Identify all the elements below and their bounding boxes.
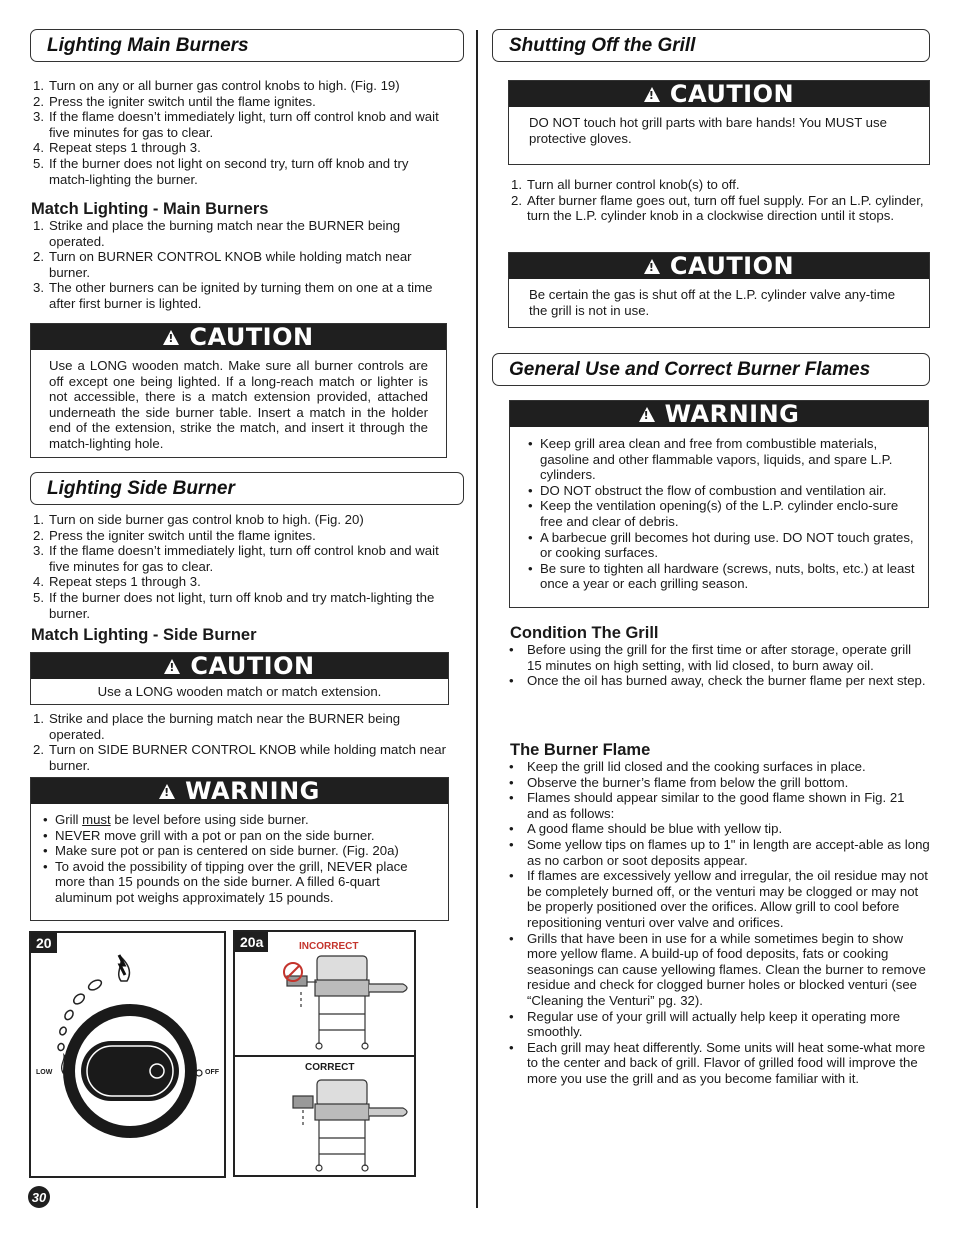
caution-banner: ! CAUTION bbox=[31, 324, 446, 350]
step-text: Turn on any or all burner gas control knobs to high. (Fig. 19) bbox=[49, 78, 400, 93]
list-item: • A good flame should be blue with yellow tip. bbox=[508, 821, 930, 837]
warning-triangle-icon bbox=[644, 87, 660, 102]
section-header-shutting-off bbox=[492, 29, 930, 62]
step-text: Repeat steps 1 through 3. bbox=[49, 140, 201, 156]
list-item: • If flames are excessively yellow and irregular, the oil residue may not be completely burned off, or the venturi may be clogged or may not be properly positioned over the orifices. Allow grill to cool before repositioning venturi over valve and orifices. bbox=[508, 868, 930, 930]
list-item: • A barbecue grill becomes hot during use. DO NOT touch grates, or cooking surfaces. bbox=[528, 530, 918, 561]
step-number: 3. bbox=[33, 109, 44, 125]
step-number: 2. bbox=[33, 742, 44, 758]
list-item: • Be sure to tighten all hardware (screws, nuts, bolts, etc.) at least once a year or each grilling season. bbox=[528, 561, 918, 592]
section-title: General Use and Correct Burner Flames bbox=[509, 358, 871, 380]
off-label: OFF bbox=[205, 1069, 219, 1076]
warning-box-general bbox=[509, 400, 929, 608]
list-item bbox=[30, 590, 450, 621]
step-text: Repeat steps 1 through 3. bbox=[49, 574, 201, 590]
caution-text: DO NOT touch hot grill parts with bare hands! You MUST use protective gloves. bbox=[529, 115, 887, 146]
shut-off-steps bbox=[508, 177, 932, 224]
list-item bbox=[508, 177, 932, 193]
step-text: Turn on BURNER CONTROL KNOB while holding match near burner. bbox=[49, 249, 412, 280]
incorrect-label: INCORRECT bbox=[299, 941, 359, 952]
list-item: • Keep the grill lid closed and the cooking surfaces in place. bbox=[508, 759, 930, 775]
figure-20a-pot-placement bbox=[233, 930, 416, 1177]
incorrect-grill-icon bbox=[287, 956, 407, 1049]
step-text: After burner flame goes out, turn off fuel supply. For an L.P. cylinder, turn the L.P. cylinder knob in a clockwise direction until it stops. bbox=[527, 192, 924, 224]
correct-grill-icon bbox=[293, 1080, 407, 1171]
condition-list bbox=[508, 642, 928, 689]
step-text: Press the igniter switch until the flame ignites. bbox=[49, 93, 316, 109]
warning-triangle-icon bbox=[639, 407, 655, 422]
low-label: LOW bbox=[36, 1069, 53, 1076]
step-text: Press the igniter switch until the flame ignites. bbox=[49, 527, 316, 543]
step-number: 1. bbox=[33, 218, 44, 233]
correct-label: CORRECT bbox=[305, 1062, 355, 1073]
step-text: Turn on SIDE BURNER CONTROL KNOB while holding match near burner. bbox=[49, 742, 446, 773]
list-item bbox=[30, 249, 450, 280]
caution-box-side bbox=[30, 652, 449, 705]
step-text: Turn all burner control knob(s) to off. bbox=[527, 177, 740, 192]
step-number: 2. bbox=[511, 192, 522, 208]
lighting-main-steps bbox=[30, 78, 450, 187]
section-header-lighting-main bbox=[30, 29, 464, 62]
warning-list bbox=[528, 436, 918, 592]
list-item: • Flames should appear similar to the good flame shown in Fig. 21 and as follows: bbox=[508, 790, 930, 821]
match-main-heading: Match Lighting - Main Burners bbox=[31, 200, 269, 218]
caution-text: Be certain the gas is shut off at the L.P. cylinder valve any-time the grill is not in use. bbox=[529, 287, 896, 318]
step-text: The other burners can be ignited by turning them on one at a time after first burner is lighted. bbox=[49, 280, 433, 311]
caution-box-hot-parts bbox=[508, 80, 930, 165]
step-number: 1. bbox=[511, 177, 522, 192]
figure-20-knob bbox=[29, 931, 226, 1178]
list-item: • Make sure pot or pan is centered on side burner. (Fig. 20a) bbox=[43, 843, 440, 859]
grill-illustrations bbox=[235, 932, 414, 1175]
list-item: • Regular use of your grill will actually help keep it operating more smoothly. bbox=[508, 1009, 930, 1040]
burner-flame-heading: The Burner Flame bbox=[510, 741, 651, 759]
list-item: • Once the oil has burned away, check the burner flame per next step. bbox=[508, 673, 928, 689]
list-item bbox=[30, 742, 450, 773]
warning-banner: ! WARNING bbox=[31, 778, 448, 804]
list-item bbox=[30, 711, 450, 742]
match-main-steps bbox=[30, 218, 450, 312]
list-item: • To avoid the possibility of tipping over the grill, NEVER place more than 15 pounds on the side burner. A filled 6-quart aluminum pot weighs approximately 15 pounds. bbox=[43, 859, 440, 906]
list-item: • NEVER move grill with a pot or pan on the side burner. bbox=[43, 828, 440, 844]
caution-banner: ! CAUTION bbox=[509, 81, 929, 107]
warning-triangle-icon bbox=[644, 259, 660, 274]
list-item bbox=[30, 109, 450, 140]
warning-box-side bbox=[30, 777, 449, 921]
step-number: 3. bbox=[33, 280, 44, 296]
step-number: 1. bbox=[33, 512, 44, 527]
section-title: Lighting Main Burners bbox=[47, 34, 249, 56]
list-item: • Keep grill area clean and free from combustible materials, gasoline and other flammable vapors, liquids, and spare L.P. cylinders. bbox=[528, 436, 918, 483]
step-text: If the flame doesn’t immediately light, turn off control knob and wait five minutes for gas to clear. bbox=[49, 109, 439, 140]
lighting-side-steps bbox=[30, 512, 450, 621]
section-header-lighting-side bbox=[30, 472, 464, 505]
list-item bbox=[30, 280, 450, 311]
list-item bbox=[30, 543, 450, 574]
control-knob-illustration bbox=[31, 933, 224, 1176]
list-item bbox=[30, 574, 450, 590]
step-number: 4. bbox=[33, 574, 44, 590]
figure-tag: 20a bbox=[235, 932, 268, 952]
caution-box-match bbox=[30, 323, 447, 458]
step-text: Strike and place the burning match near the BURNER being operated. bbox=[49, 218, 401, 249]
list-item: • Before using the grill for the first time or after storage, operate grill 15 minutes on high setting, with lid closed, to burn away oil. bbox=[508, 642, 928, 673]
page-number: 30 bbox=[28, 1186, 50, 1208]
warning-list bbox=[43, 812, 440, 828]
step-number: 4. bbox=[33, 140, 44, 156]
list-item bbox=[30, 528, 450, 544]
step-text: If the flame doesn’t immediately light, turn off control knob and wait five minutes for gas to clear. bbox=[49, 543, 439, 574]
step-number: 5. bbox=[33, 155, 44, 171]
list-item bbox=[30, 140, 450, 156]
list-item: • DO NOT obstruct the flow of combustion and ventilation air. bbox=[528, 483, 918, 499]
list-item: • Some yellow tips on flames up to 1" in length are accept-able as long as no carbon or soot deposits appear. bbox=[508, 837, 930, 868]
step-text: Strike and place the burning match near the BURNER being operated. bbox=[49, 711, 401, 742]
step-number: 2. bbox=[33, 249, 44, 265]
section-title: Lighting Side Burner bbox=[47, 477, 235, 499]
spark-icon bbox=[119, 955, 125, 975]
step-number: 1. bbox=[33, 78, 44, 93]
caution-box-gas bbox=[508, 252, 930, 328]
step-text: Turn on side burner gas control knob to high. (Fig. 20) bbox=[49, 512, 364, 527]
condition-heading: Condition The Grill bbox=[510, 624, 659, 642]
match-side-heading: Match Lighting - Side Burner bbox=[31, 626, 257, 644]
caution-text: Use a LONG wooden match. Make sure all burner controls are off except one being lighted. If a long-reach match or lighter is not accessible, there is a match extension provided, attached underneath the side burner table. Insert a match in the holder end of the extension, strike the match, and insert it through the match-lighting hole. bbox=[49, 358, 428, 451]
list-item bbox=[30, 78, 450, 94]
warning-triangle-icon bbox=[159, 784, 175, 799]
section-title: Shutting Off the Grill bbox=[509, 34, 696, 56]
column-divider bbox=[476, 30, 478, 1208]
list-item bbox=[508, 193, 932, 224]
list-item: • Grill must be level before using side burner. bbox=[43, 812, 440, 828]
step-number: 1. bbox=[33, 711, 44, 726]
warning-triangle-icon bbox=[164, 659, 180, 674]
burner-flame-list bbox=[508, 759, 930, 1086]
warning-banner: ! WARNING bbox=[510, 401, 928, 427]
list-item bbox=[30, 512, 450, 528]
list-item: • Grills that have been in use for a while sometimes begin to show more yellow flame. A build-up of food deposits, fats or cooking seasonings can cause yellowing flames. Clean the burner to remove residue and check for clogged burner holes or blocked venturi (see “Cleaning the Venturi” pg. 32). bbox=[508, 931, 930, 1009]
match-side-steps bbox=[30, 711, 450, 773]
list-item: • Keep the ventilation opening(s) of the L.P. cylinder enclo-sure free and clear of debris. bbox=[528, 498, 918, 529]
step-number: 3. bbox=[33, 543, 44, 559]
caution-banner: ! CAUTION bbox=[31, 653, 448, 679]
figure-tag: 20 bbox=[31, 933, 57, 953]
list-item: • Observe the burner’s flame from below the grill bottom. bbox=[508, 775, 930, 791]
list-item bbox=[30, 156, 450, 187]
list-item bbox=[30, 94, 450, 110]
step-text: If the burner does not light, turn off knob and try match-lighting the burner. bbox=[49, 589, 435, 621]
caution-text: Use a LONG wooden match or match extension. bbox=[97, 684, 382, 699]
step-number: 2. bbox=[33, 93, 44, 109]
step-number: 5. bbox=[33, 589, 44, 605]
list-item bbox=[30, 218, 450, 249]
warning-triangle-icon bbox=[163, 330, 179, 345]
list-item: • Each grill may heat differently. Some units will heat some-what more to the center and back of grill. Flavor of grilled food will improve the more you use the grill and as you become familiar with it. bbox=[508, 1040, 930, 1087]
section-header-general-use bbox=[492, 353, 930, 386]
step-number: 2. bbox=[33, 527, 44, 543]
caution-banner: ! CAUTION bbox=[509, 253, 929, 279]
step-text: If the burner does not light on second try, turn off knob and try match-lighting the burner. bbox=[49, 155, 409, 187]
